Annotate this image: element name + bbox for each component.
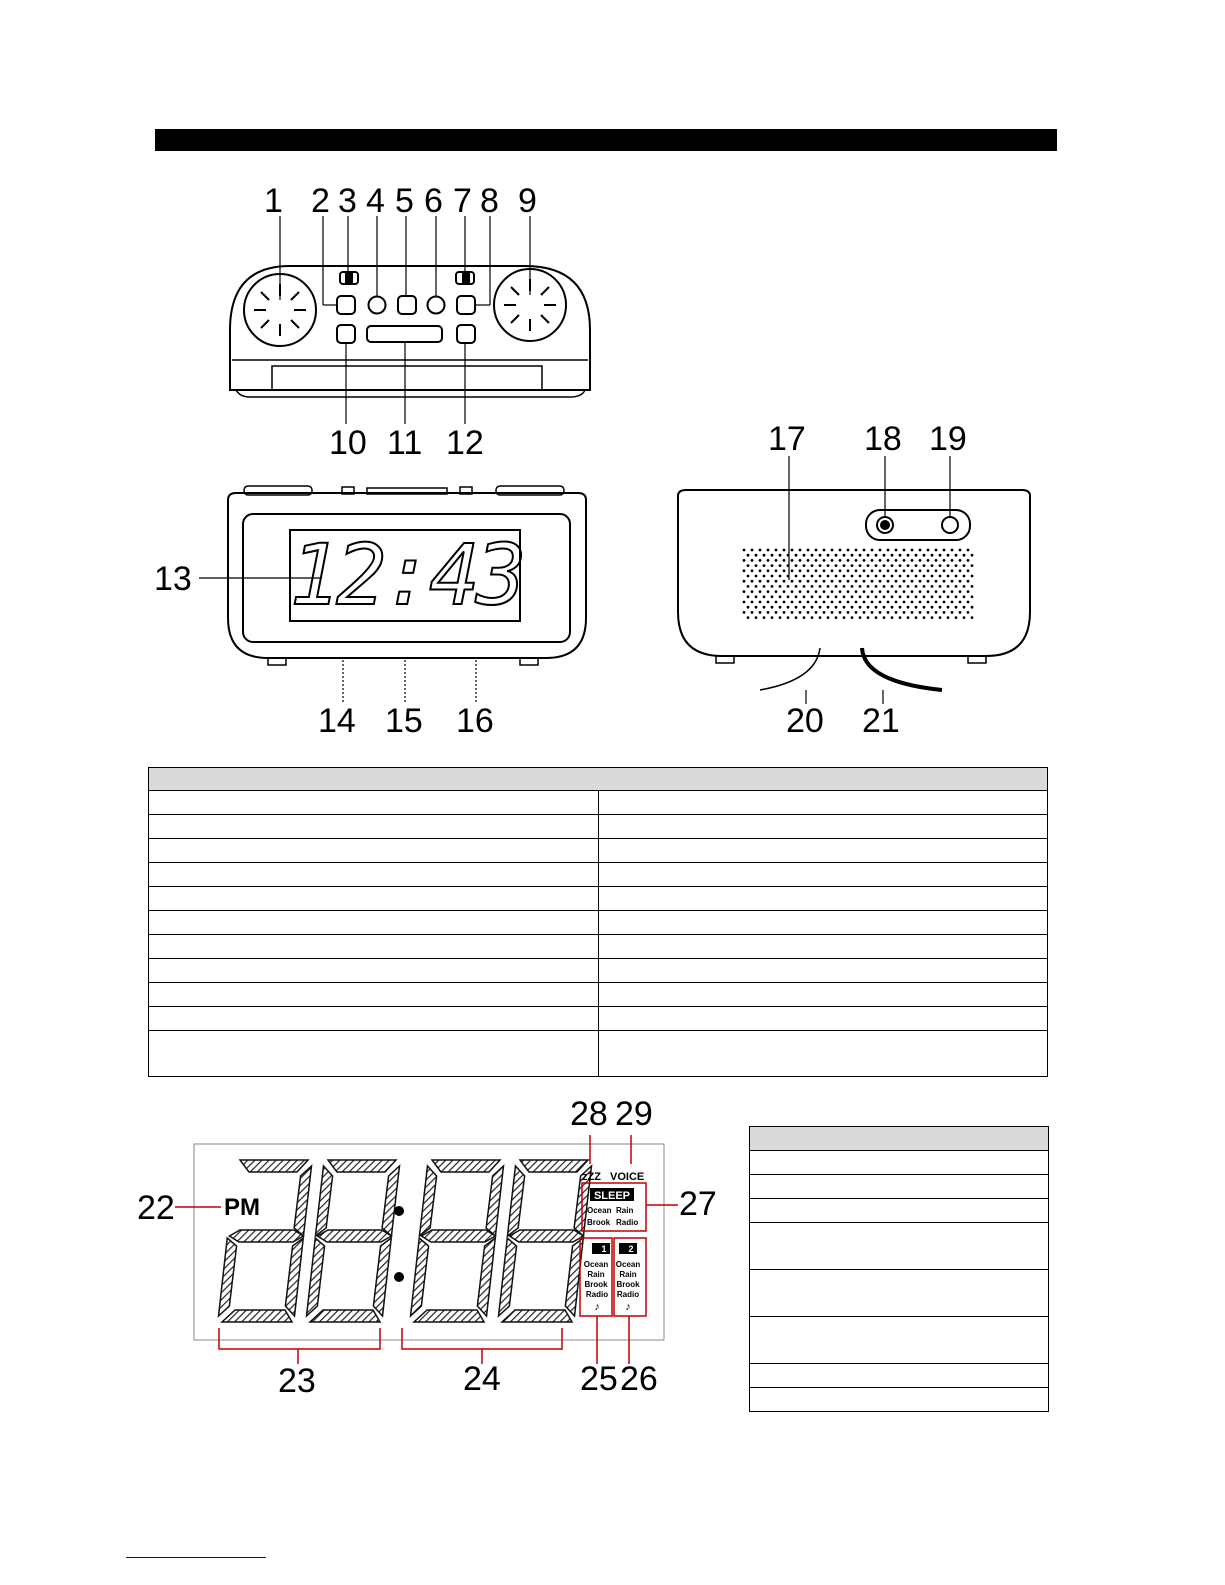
lcd-legend-table bbox=[749, 1126, 1049, 1412]
alarm2-ocean: Ocean bbox=[615, 1260, 641, 1269]
callout-28: 28 bbox=[570, 1095, 608, 1133]
callout-6: 6 bbox=[424, 182, 443, 220]
callout-10: 10 bbox=[329, 424, 367, 462]
callout-25: 25 bbox=[580, 1360, 618, 1398]
table-row bbox=[149, 959, 1048, 983]
speaker-grille bbox=[743, 549, 974, 619]
table-row bbox=[149, 839, 1048, 863]
table-row bbox=[149, 911, 1048, 935]
front-display-time: 12:43 bbox=[289, 526, 523, 624]
callout-29: 29 bbox=[615, 1095, 653, 1133]
alarm2-number: 2 bbox=[628, 1244, 634, 1254]
table-row bbox=[750, 1270, 1049, 1317]
sleep-indicator: SLEEP bbox=[593, 1190, 631, 1202]
lcd-digits bbox=[219, 1160, 592, 1322]
table-row bbox=[750, 1317, 1049, 1364]
alarm2-music-icon: ♪ bbox=[625, 1301, 631, 1313]
lcd-legend-header bbox=[750, 1127, 1049, 1151]
zzz-indicator: zZZ bbox=[582, 1171, 601, 1183]
voice-indicator: VOICE bbox=[610, 1171, 645, 1183]
callout-4: 4 bbox=[366, 182, 385, 220]
alarm1-number: 1 bbox=[601, 1244, 607, 1254]
callout-21: 21 bbox=[862, 702, 900, 740]
callout-27: 27 bbox=[679, 1185, 717, 1223]
alarm1-ocean: Ocean bbox=[583, 1260, 609, 1269]
table-row bbox=[149, 983, 1048, 1007]
alarm1-rain: Rain bbox=[587, 1270, 605, 1279]
table-row bbox=[149, 1031, 1048, 1077]
top-view bbox=[230, 266, 590, 397]
callout-3: 3 bbox=[338, 182, 357, 220]
table-row bbox=[750, 1388, 1049, 1412]
back-view-callouts bbox=[768, 420, 967, 740]
footer-link-underline bbox=[126, 1557, 266, 1558]
callout-5: 5 bbox=[395, 182, 414, 220]
table-row bbox=[750, 1151, 1049, 1175]
callout-24: 24 bbox=[463, 1360, 501, 1398]
callout-15: 15 bbox=[385, 702, 423, 740]
parts-table-header bbox=[149, 768, 1048, 791]
callout-1: 1 bbox=[264, 182, 283, 220]
alarm1-music-icon: ♪ bbox=[594, 1301, 600, 1313]
alarm2-rain: Rain bbox=[619, 1270, 637, 1279]
callout-2: 2 bbox=[311, 182, 330, 220]
sleep-ocean: Ocean bbox=[587, 1206, 612, 1215]
callout-9: 9 bbox=[518, 182, 537, 220]
top-view-callouts bbox=[264, 182, 537, 462]
table-row bbox=[149, 863, 1048, 887]
table-row bbox=[149, 791, 1048, 815]
parts-table bbox=[148, 767, 1048, 1077]
callout-16: 16 bbox=[456, 702, 494, 740]
table-row bbox=[750, 1364, 1049, 1388]
pm-indicator: PM bbox=[224, 1194, 260, 1221]
lcd-diagram bbox=[137, 1095, 717, 1400]
table-row bbox=[750, 1223, 1049, 1270]
callout-18: 18 bbox=[864, 420, 902, 458]
callout-13: 13 bbox=[154, 560, 192, 598]
callout-19: 19 bbox=[929, 420, 967, 458]
callout-8: 8 bbox=[480, 182, 499, 220]
sleep-rain: Rain bbox=[616, 1206, 634, 1215]
table-row bbox=[149, 935, 1048, 959]
callout-20: 20 bbox=[786, 702, 824, 740]
sleep-radio: Radio bbox=[616, 1218, 639, 1227]
callout-22: 22 bbox=[137, 1189, 175, 1227]
sleep-brook: Brook bbox=[587, 1218, 611, 1227]
callout-12: 12 bbox=[446, 424, 484, 462]
alarm2-radio: Radio bbox=[616, 1290, 640, 1299]
table-row bbox=[750, 1199, 1049, 1223]
back-view bbox=[678, 490, 1030, 690]
callout-17: 17 bbox=[768, 420, 806, 458]
callout-14: 14 bbox=[318, 702, 356, 740]
alarm2-brook: Brook bbox=[616, 1280, 640, 1289]
table-row bbox=[149, 1007, 1048, 1031]
callout-7: 7 bbox=[453, 182, 472, 220]
table-row bbox=[149, 815, 1048, 839]
table-row bbox=[149, 887, 1048, 911]
callout-11: 11 bbox=[387, 424, 423, 462]
alarm1-brook: Brook bbox=[584, 1280, 608, 1289]
table-row bbox=[750, 1175, 1049, 1199]
callout-26: 26 bbox=[620, 1360, 658, 1398]
callout-23: 23 bbox=[278, 1362, 316, 1400]
alarm1-radio: Radio bbox=[585, 1290, 609, 1299]
